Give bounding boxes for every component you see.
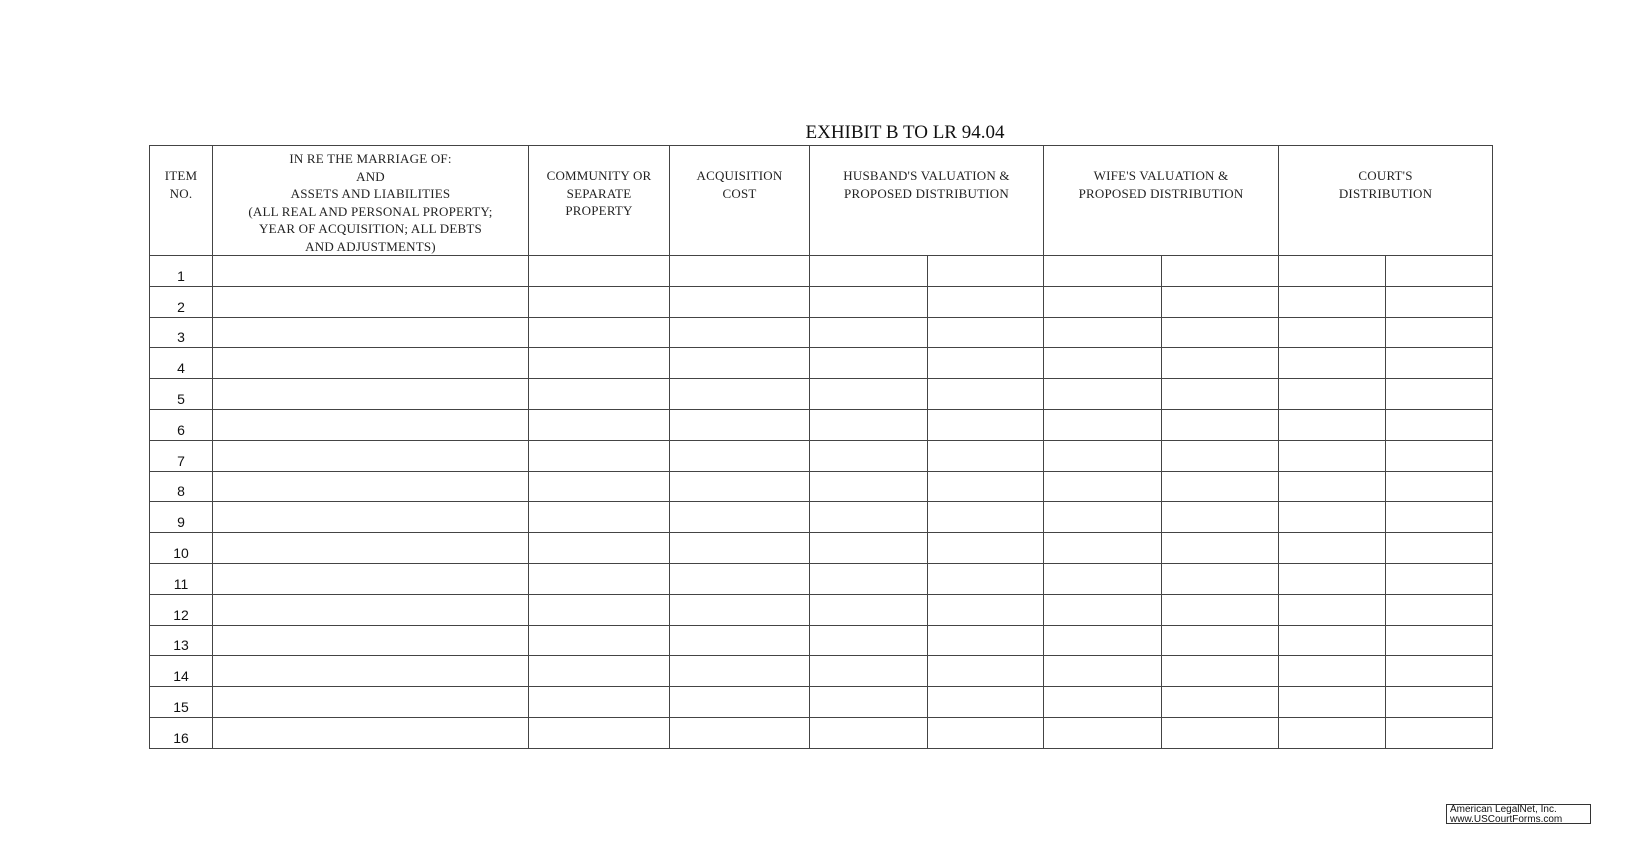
wife-value-cell[interactable]: [1044, 594, 1162, 625]
description-cell[interactable]: [213, 256, 529, 287]
item-number: 15: [150, 687, 213, 718]
description-cell[interactable]: [213, 440, 529, 471]
table-row: [150, 409, 1493, 440]
item-number: 2: [150, 286, 213, 317]
header-line: AND: [356, 168, 385, 184]
header-item-no: [150, 146, 213, 256]
header-line: IN RE THE MARRIAGE OF:: [289, 151, 452, 166]
publisher-url: www.USCourtForms.com: [1450, 814, 1563, 825]
court-distribution-cell[interactable]: [1386, 256, 1493, 287]
acquisition-cost-cell[interactable]: [670, 286, 810, 317]
husband-distribution-cell[interactable]: [928, 533, 1044, 564]
header-line: YEAR OF ACQUISITION; ALL DEBTS: [259, 221, 482, 236]
header-line: DISTRIBUTION: [1338, 185, 1433, 201]
header-line: PROPOSED DISTRIBUTION: [844, 185, 1009, 201]
husband-value-cell[interactable]: [810, 256, 928, 287]
community-cell[interactable]: [529, 348, 670, 379]
husband-distribution-cell[interactable]: [928, 409, 1044, 440]
header-husband-valuation: [810, 146, 1044, 256]
community-cell[interactable]: [529, 256, 670, 287]
husband-value-cell[interactable]: [810, 471, 928, 502]
court-distribution-cell[interactable]: [1386, 317, 1493, 348]
table-row: [150, 533, 1493, 564]
husband-value-cell[interactable]: [810, 563, 928, 594]
court-value-cell[interactable]: [1279, 625, 1386, 656]
court-distribution-cell[interactable]: [1386, 440, 1493, 471]
court-value-cell[interactable]: [1279, 286, 1386, 317]
court-value-cell[interactable]: [1279, 717, 1386, 748]
header-line: COST: [722, 185, 757, 201]
husband-value-cell[interactable]: [810, 687, 928, 718]
publisher-name: American LegalNet, Inc.: [1450, 804, 1557, 815]
description-cell[interactable]: [213, 687, 529, 718]
wife-distribution-cell[interactable]: [1162, 409, 1279, 440]
court-value-cell[interactable]: [1279, 563, 1386, 594]
header-line: HUSBAND'S VALUATION &: [843, 168, 1010, 183]
court-distribution-cell[interactable]: [1386, 348, 1493, 379]
acquisition-cost-cell[interactable]: [670, 348, 810, 379]
exhibit-title: EXHIBIT B TO LR 94.04: [805, 122, 1005, 143]
acquisition-cost-cell[interactable]: [670, 533, 810, 564]
header-line: SEPARATE: [566, 185, 632, 201]
wife-distribution-cell[interactable]: [1162, 717, 1279, 748]
community-cell[interactable]: [529, 317, 670, 348]
item-number: 3: [150, 317, 213, 348]
wife-distribution-cell[interactable]: [1162, 256, 1279, 287]
table-row: [150, 379, 1493, 410]
court-value-cell[interactable]: [1279, 440, 1386, 471]
wife-distribution-cell[interactable]: [1162, 594, 1279, 625]
wife-distribution-cell[interactable]: [1162, 440, 1279, 471]
item-number: 5: [150, 379, 213, 410]
header-line: AND ADJUSTMENTS): [305, 238, 436, 254]
court-value-cell[interactable]: [1279, 687, 1386, 718]
description-cell[interactable]: [213, 348, 529, 379]
court-value-cell[interactable]: [1279, 379, 1386, 410]
husband-distribution-cell[interactable]: [928, 687, 1044, 718]
court-distribution-cell[interactable]: [1386, 687, 1493, 718]
table-row: [150, 440, 1493, 471]
header-acquisition-cost: [670, 146, 810, 256]
acquisition-cost-cell[interactable]: [670, 563, 810, 594]
wife-value-cell[interactable]: [1044, 717, 1162, 748]
header-line: WIFE'S VALUATION &: [1093, 168, 1229, 183]
acquisition-cost-cell[interactable]: [670, 625, 810, 656]
header-line: PROPOSED DISTRIBUTION: [1078, 185, 1244, 201]
wife-value-cell[interactable]: [1044, 533, 1162, 564]
husband-distribution-cell[interactable]: [928, 471, 1044, 502]
husband-distribution-cell[interactable]: [928, 440, 1044, 471]
item-number: 8: [150, 471, 213, 502]
court-value-cell[interactable]: [1279, 471, 1386, 502]
table-row: [150, 502, 1493, 533]
husband-value-cell[interactable]: [810, 656, 928, 687]
husband-value-cell[interactable]: [810, 440, 928, 471]
community-cell[interactable]: [529, 409, 670, 440]
item-number: 6: [150, 409, 213, 440]
husband-value-cell[interactable]: [810, 533, 928, 564]
husband-distribution-cell[interactable]: [928, 256, 1044, 287]
community-cell[interactable]: [529, 440, 670, 471]
wife-distribution-cell[interactable]: [1162, 502, 1279, 533]
court-distribution-cell[interactable]: [1386, 379, 1493, 410]
wife-distribution-cell[interactable]: [1162, 656, 1279, 687]
item-number: 13: [150, 625, 213, 656]
court-value-cell[interactable]: [1279, 502, 1386, 533]
wife-value-cell[interactable]: [1044, 379, 1162, 410]
husband-distribution-cell[interactable]: [928, 348, 1044, 379]
item-number: 10: [150, 533, 213, 564]
court-distribution-cell[interactable]: [1386, 409, 1493, 440]
header-line: ACQUISITION: [696, 168, 783, 183]
court-distribution-cell[interactable]: [1386, 563, 1493, 594]
husband-distribution-cell[interactable]: [928, 594, 1044, 625]
court-value-cell[interactable]: [1279, 348, 1386, 379]
item-number: 14: [150, 656, 213, 687]
court-distribution-cell[interactable]: [1386, 533, 1493, 564]
wife-distribution-cell[interactable]: [1162, 471, 1279, 502]
header-line: COMMUNITY OR: [546, 168, 652, 183]
wife-distribution-cell[interactable]: [1162, 687, 1279, 718]
item-number: 12: [150, 594, 213, 625]
wife-value-cell[interactable]: [1044, 286, 1162, 317]
header-line: (ALL REAL AND PERSONAL PROPERTY;: [248, 203, 493, 219]
court-distribution-cell[interactable]: [1386, 502, 1493, 533]
husband-value-cell[interactable]: [810, 286, 928, 317]
wife-value-cell[interactable]: [1044, 656, 1162, 687]
wife-distribution-cell[interactable]: [1162, 317, 1279, 348]
description-cell[interactable]: [213, 656, 529, 687]
description-cell[interactable]: [213, 717, 529, 748]
wife-value-cell[interactable]: [1044, 502, 1162, 533]
item-number: 4: [150, 348, 213, 379]
court-value-cell[interactable]: [1279, 533, 1386, 564]
husband-value-cell[interactable]: [810, 717, 928, 748]
description-cell[interactable]: [213, 502, 529, 533]
header-description: [213, 146, 529, 256]
item-number: 1: [150, 256, 213, 287]
court-distribution-cell[interactable]: [1386, 656, 1493, 687]
community-cell[interactable]: [529, 656, 670, 687]
header-line: ITEM: [164, 168, 198, 183]
acquisition-cost-cell[interactable]: [670, 594, 810, 625]
wife-value-cell[interactable]: [1044, 409, 1162, 440]
table-row: [150, 317, 1493, 348]
court-distribution-cell[interactable]: [1386, 717, 1493, 748]
item-number: 11: [150, 563, 213, 594]
header-line: NO.: [169, 185, 193, 201]
community-cell[interactable]: [529, 594, 670, 625]
husband-distribution-cell[interactable]: [928, 656, 1044, 687]
court-value-cell[interactable]: [1279, 409, 1386, 440]
table-row: [150, 625, 1493, 656]
court-distribution-cell[interactable]: [1386, 594, 1493, 625]
wife-distribution-cell[interactable]: [1162, 379, 1279, 410]
husband-value-cell[interactable]: [810, 379, 928, 410]
community-cell[interactable]: [529, 471, 670, 502]
court-distribution-cell[interactable]: [1386, 286, 1493, 317]
description-cell[interactable]: [213, 471, 529, 502]
acquisition-cost-cell[interactable]: [670, 717, 810, 748]
community-cell[interactable]: [529, 379, 670, 410]
wife-distribution-cell[interactable]: [1162, 625, 1279, 656]
acquisition-cost-cell[interactable]: [670, 317, 810, 348]
husband-value-cell[interactable]: [810, 625, 928, 656]
item-number: 9: [150, 502, 213, 533]
husband-value-cell[interactable]: [810, 594, 928, 625]
husband-distribution-cell[interactable]: [928, 379, 1044, 410]
table-row: [150, 687, 1493, 718]
wife-value-cell[interactable]: [1044, 625, 1162, 656]
community-cell[interactable]: [529, 502, 670, 533]
description-cell[interactable]: [213, 379, 529, 410]
acquisition-cost-cell[interactable]: [670, 256, 810, 287]
community-cell[interactable]: [529, 286, 670, 317]
table-row: [150, 656, 1493, 687]
description-cell[interactable]: [213, 409, 529, 440]
wife-value-cell[interactable]: [1044, 348, 1162, 379]
husband-value-cell[interactable]: [810, 348, 928, 379]
header-court-distribution: [1279, 146, 1493, 256]
wife-value-cell[interactable]: [1044, 317, 1162, 348]
community-cell[interactable]: [529, 533, 670, 564]
table-row: [150, 256, 1493, 287]
description-cell[interactable]: [213, 533, 529, 564]
wife-distribution-cell[interactable]: [1162, 563, 1279, 594]
header-line: COURT'S: [1358, 168, 1413, 183]
husband-distribution-cell[interactable]: [928, 317, 1044, 348]
court-value-cell[interactable]: [1279, 594, 1386, 625]
publisher-footer: [1446, 804, 1591, 824]
table-row: [150, 286, 1493, 317]
husband-value-cell[interactable]: [810, 502, 928, 533]
wife-distribution-cell[interactable]: [1162, 348, 1279, 379]
table-row: [150, 563, 1493, 594]
husband-distribution-cell[interactable]: [928, 286, 1044, 317]
husband-value-cell[interactable]: [810, 409, 928, 440]
description-cell[interactable]: [213, 563, 529, 594]
description-cell[interactable]: [213, 594, 529, 625]
husband-distribution-cell[interactable]: [928, 717, 1044, 748]
community-cell[interactable]: [529, 717, 670, 748]
item-number: 16: [150, 717, 213, 748]
court-distribution-cell[interactable]: [1386, 471, 1493, 502]
header-wife-valuation: [1044, 146, 1279, 256]
community-cell[interactable]: [529, 563, 670, 594]
acquisition-cost-cell[interactable]: [670, 687, 810, 718]
wife-distribution-cell[interactable]: [1162, 286, 1279, 317]
item-number: 7: [150, 440, 213, 471]
header-row: [150, 146, 1493, 256]
acquisition-cost-cell[interactable]: [670, 440, 810, 471]
wife-value-cell[interactable]: [1044, 687, 1162, 718]
acquisition-cost-cell[interactable]: [670, 471, 810, 502]
header-line: ASSETS AND LIABILITIES: [290, 186, 451, 201]
description-cell[interactable]: [213, 625, 529, 656]
acquisition-cost-cell[interactable]: [670, 656, 810, 687]
acquisition-cost-cell[interactable]: [670, 409, 810, 440]
header-community-separate: [529, 146, 670, 256]
description-cell[interactable]: [213, 286, 529, 317]
table-row: [150, 717, 1493, 748]
acquisition-cost-cell[interactable]: [670, 379, 810, 410]
husband-distribution-cell[interactable]: [928, 563, 1044, 594]
court-value-cell[interactable]: [1279, 317, 1386, 348]
court-value-cell[interactable]: [1279, 256, 1386, 287]
acquisition-cost-cell[interactable]: [670, 502, 810, 533]
table-row: [150, 471, 1493, 502]
wife-value-cell[interactable]: [1044, 563, 1162, 594]
wife-distribution-cell[interactable]: [1162, 533, 1279, 564]
table-row: [150, 348, 1493, 379]
header-line: PROPERTY: [565, 203, 633, 218]
husband-distribution-cell[interactable]: [928, 502, 1044, 533]
court-value-cell[interactable]: [1279, 656, 1386, 687]
asset-distribution-table: [149, 145, 1493, 749]
husband-distribution-cell[interactable]: [928, 625, 1044, 656]
court-distribution-cell[interactable]: [1386, 625, 1493, 656]
table-row: [150, 594, 1493, 625]
wife-value-cell[interactable]: [1044, 256, 1162, 287]
community-cell[interactable]: [529, 687, 670, 718]
wife-value-cell[interactable]: [1044, 440, 1162, 471]
description-cell[interactable]: [213, 317, 529, 348]
community-cell[interactable]: [529, 625, 670, 656]
husband-value-cell[interactable]: [810, 317, 928, 348]
wife-value-cell[interactable]: [1044, 471, 1162, 502]
